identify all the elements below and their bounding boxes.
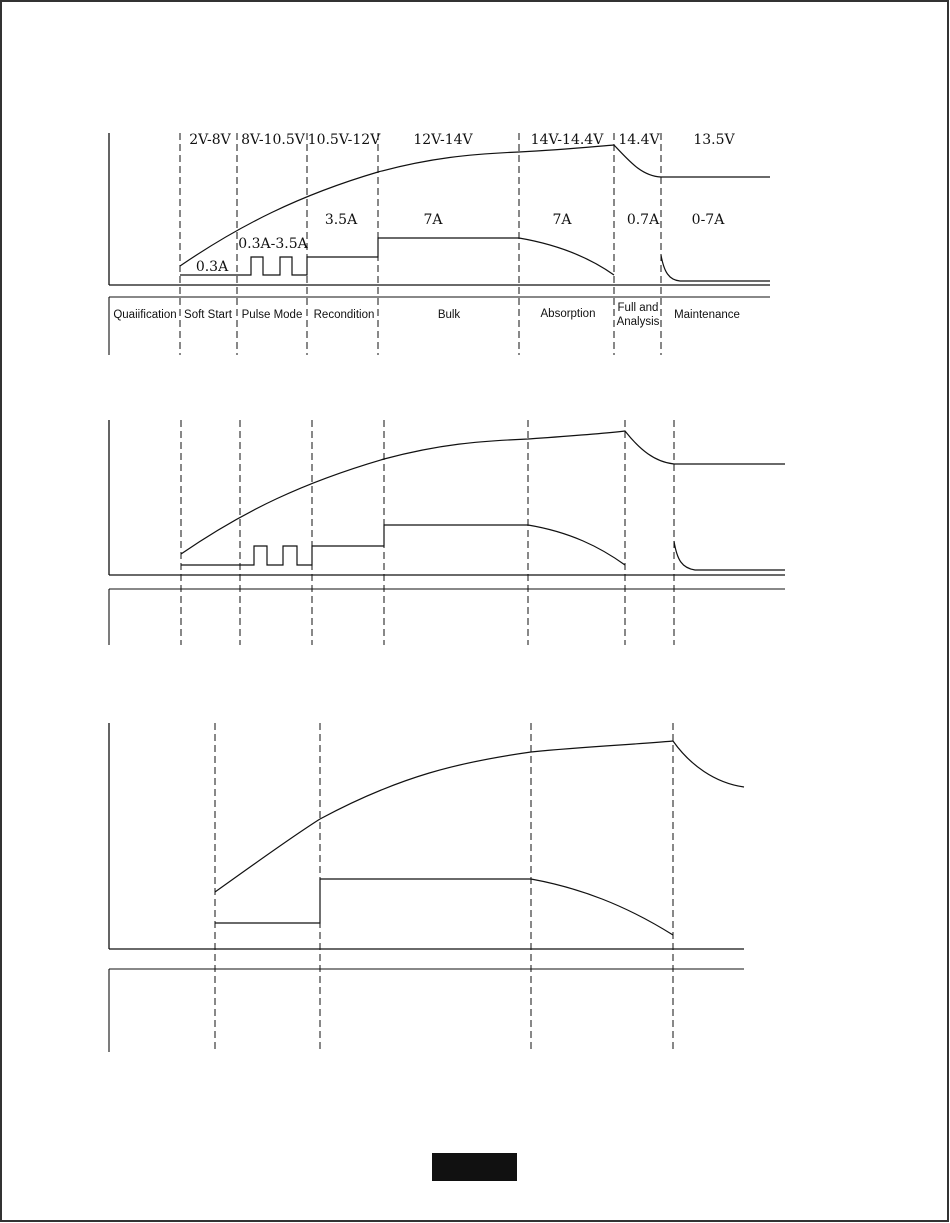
- top-current-label-1: 0.3A: [195, 259, 229, 275]
- middle-current-curve: [181, 525, 785, 570]
- top-stage-label-bulk: Bulk: [437, 309, 461, 321]
- top-current-label-7: 0-7A: [691, 212, 725, 228]
- top-stage-label-absorption: Absorption: [540, 308, 596, 320]
- top-current-label-3: 3.5A: [324, 212, 358, 228]
- top-stage-label-full-and: Full and: [617, 302, 659, 314]
- top-stage-label-pulse-mode: Pulse Mode: [241, 309, 303, 321]
- top-stage-label-analysis: Analysis: [616, 316, 660, 328]
- diagram-bottom: [109, 723, 744, 1052]
- top-voltage-label-1: 2V-8V: [189, 132, 231, 148]
- top-stage-label-soft-start: Soft Start: [184, 309, 232, 321]
- middle-voltage-curve: [181, 431, 785, 554]
- page-number-tab: [432, 1153, 517, 1181]
- top-voltage-label-5: 14V-14.4V: [530, 132, 604, 148]
- top-stage-label-qualification: Quaiification: [113, 309, 177, 321]
- bottom-voltage-curve: [215, 741, 744, 892]
- top-stage-label-recondition: Recondition: [313, 309, 375, 321]
- diagram-top: [109, 132, 770, 355]
- top-current-label-4: 7A: [423, 212, 443, 228]
- top-stage-label-maintenance: Maintenance: [674, 309, 740, 321]
- page-frame: [1, 1, 948, 1221]
- top-current-label-6: 0.7A: [626, 212, 660, 228]
- diagram-middle: [109, 420, 785, 645]
- top-current-label-5: 7A: [552, 212, 572, 228]
- top-voltage-label-7: 13.5V: [693, 132, 735, 148]
- bottom-current-curve: [215, 879, 673, 935]
- top-current-label-2: 0.3A-3.5A: [238, 236, 308, 252]
- top-voltage-label-2: 8V-10.5V: [241, 132, 305, 148]
- top-voltage-label-3: 10.5V-12V: [307, 132, 381, 148]
- top-voltage-label-4: 12V-14V: [413, 132, 473, 148]
- top-voltage-label-6: 14.4V: [618, 132, 660, 148]
